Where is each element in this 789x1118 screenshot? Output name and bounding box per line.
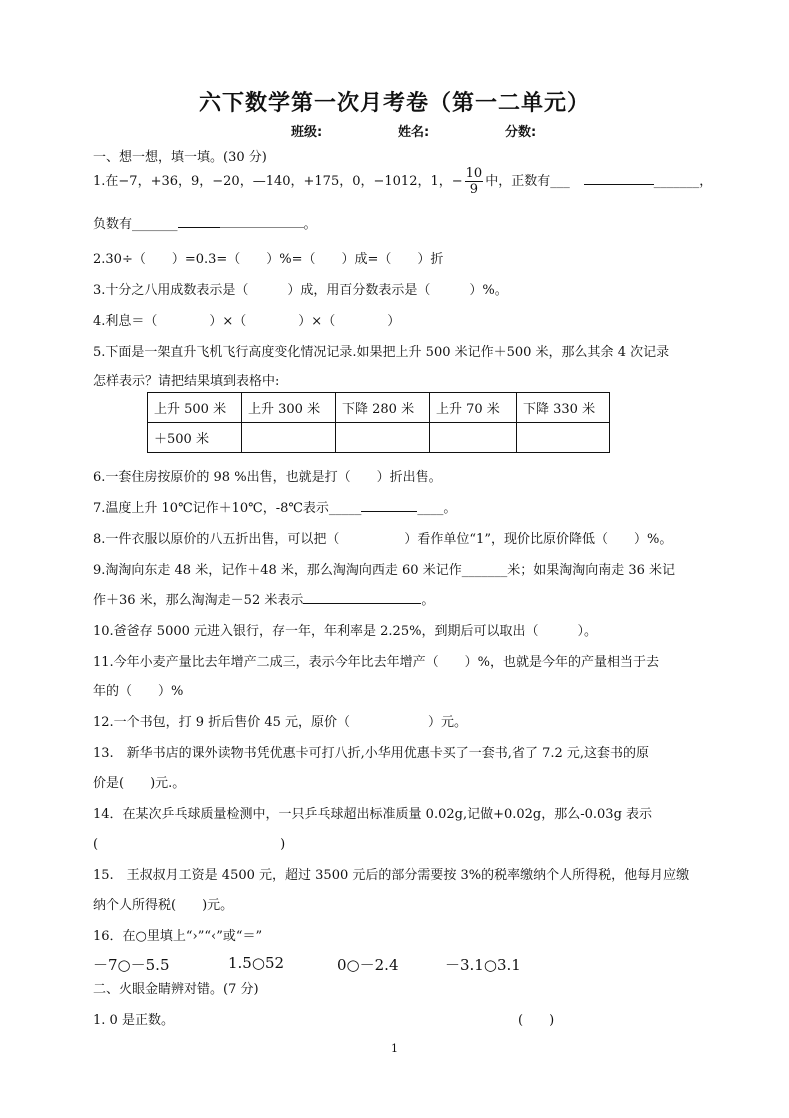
page-title: 六下数学第一次月考卷（第一二单元） [198,91,590,116]
table-cell-blank [336,423,430,453]
question-13-line-2: 价是( )元.。 [93,776,186,791]
question-15-line-1: 15. 王叔叔月工资是 4500 元，超过 3500 元后的部分需要按 3%的税率缴纳个人所得税，他每月应缴 [93,868,690,883]
table-header-cell: 下降 330 米 [517,393,610,423]
table-row [148,423,610,453]
q1-fraction-denominator: 9 [469,182,479,197]
q7-suffix: ____。 [417,501,457,516]
question-15-line-2: 纳个人所得税( )元。 [93,898,234,913]
q9-answer-blank [303,591,421,604]
q1-negative-blank [178,215,220,228]
question-8: 8.一件衣服以原价的八五折出售，可以把（ ）看作单位“1”，现价比原价降低（ ）%。 [93,532,673,547]
question-13-line-1: 13. 新华书店的课外读物书凭优惠卡可打八折,小华用优惠卡买了一套书,省了 7.2 元,这套书的原 [93,746,650,761]
comparison-item: 1.5○52 [228,954,285,972]
q1-answer-blank [584,172,654,185]
score-label: 分数: [505,125,537,140]
table-header-row [148,393,610,423]
q1-line2-suffix: 。 [303,217,317,232]
class-label: 班级: [291,125,323,140]
table-header-cell: 上升 300 米 [242,393,336,423]
question-7 [93,497,456,516]
q9-line2-suffix: 。 [421,593,435,608]
section-2-heading: 二、火眼金睛辨对错。(7 分) [93,982,259,997]
q1-line2-prefix: 负数有_______ [93,217,178,232]
q7-answer-blank [361,499,417,512]
q9-line2-prefix: 作＋36 米，那么淘淘走－52 米表示 [93,593,304,608]
table-header-cell: 上升 70 米 [430,393,517,423]
section-1-heading: 一、想一想，填一填。(30 分) [93,150,267,165]
table-header-cell: 上升 500 米 [148,393,242,423]
comparison-item: －7○－5.5 [93,956,170,974]
q1-suffix: _______， [653,174,713,189]
q1-middle: 中，正数有___ [485,174,570,189]
question-5-line-2: 怎样表示？请把结果填到表格中: [93,374,280,389]
table-cell-blank [517,423,610,453]
table-cell: ＋500 米 [148,423,242,453]
table-header-cell: 下降 280 米 [336,393,430,423]
q7-prefix: 7.温度上升 10℃记作＋10℃，-8℃表示_____ [93,501,362,516]
q1-negative-blank-2 [220,215,304,228]
table-cell-blank [430,423,517,453]
question-4: 4.利息＝（ ）×（ ）×（ ） [93,314,401,329]
question-9-line-2 [93,589,434,608]
question-16-title: 16．在○里填上“›”“‹”或“＝” [93,929,263,944]
question-11-line-2: 年的（ ）% [93,684,184,699]
question-5-line-1: 5.下面是一架直升飞机飞行高度变化情况记录.如果把上升 500 米记作＋500 米，那么其余 4 次记录 [93,345,670,360]
question-1 [93,166,712,197]
question-6: 6.一套住房按原价的 98 %出售，也就是打（ ）折出售。 [93,470,442,485]
question-9-line-1: 9.淘淘向东走 48 米，记作＋48 米，那么淘淘向西走 60 米记作_______米；如果淘淘向南走 36 米记 [93,563,675,578]
q1-prefix: 1.在−7，+36，9，−20，—140，+175，0，−1012，1，− [93,174,463,189]
name-label: 姓名: [398,125,430,140]
question-1-line-2 [93,213,317,232]
comparison-item: －3.1○3.1 [445,956,521,974]
judge-1-blank: ( ) [518,1013,555,1028]
question-3: 3.十分之八用成数表示是（ ）成，用百分数表示是（ ）%。 [93,283,508,298]
question-14-line-1: 14．在某次乒乓球质量检测中，一只乒乓球超出标准质量 0.02g,记做+0.02g，那么-0.03g 表示 [93,807,653,822]
altitude-record-table [147,392,610,453]
question-2: 2.30÷（ ）=0.3=（ ）%=（ ）成=（ ）折 [93,252,444,267]
question-11-line-1: 11.今年小麦产量比去年增产二成三，表示今年比去年增产（ ）%，也就是今年的产量相当于去 [93,655,660,670]
q1-fraction [465,166,484,197]
question-10: 10.爸爸存 5000 元进入银行，存一年，年利率是 2.25%，到期后可以取出（ ）。 [93,624,597,639]
page-number: 1 [391,1042,398,1055]
comparison-item: 0○－2.4 [337,956,399,974]
judge-1-text: 1. 0 是正数。 [93,1013,174,1028]
question-12: 12.一个书包，打 9 折后售价 45 元，原价（ ）元。 [93,715,468,730]
table-cell-blank [242,423,336,453]
q1-fraction-numerator: 10 [465,166,483,181]
question-14-line-2: ( ) [93,837,286,852]
